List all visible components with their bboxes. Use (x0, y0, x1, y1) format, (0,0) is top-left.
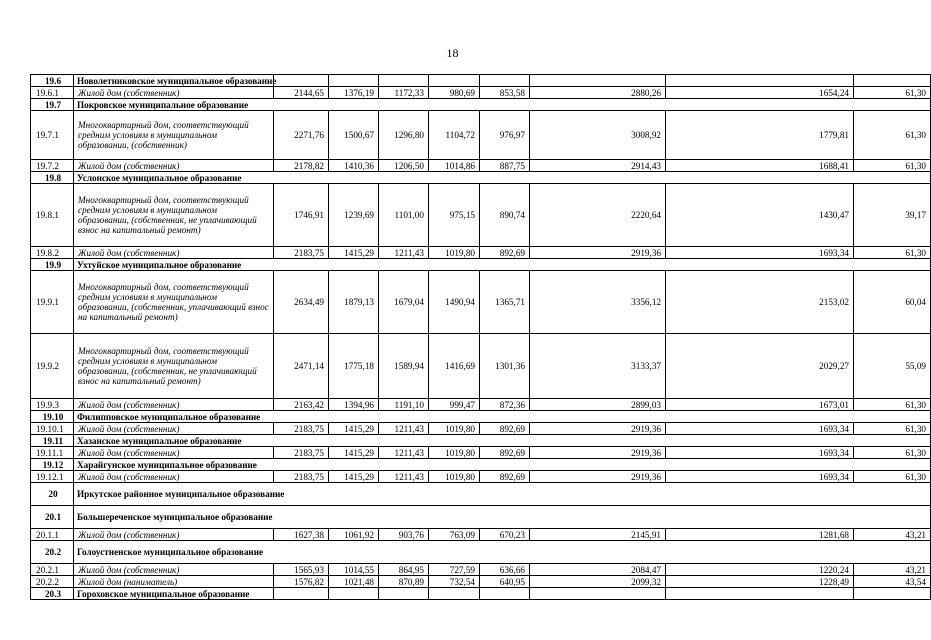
section-title: Гороховское муниципальное образование (74, 588, 274, 600)
data-row (31, 399, 931, 411)
empty-cell (530, 75, 666, 87)
empty-cell (666, 588, 854, 600)
value-cell: 887,75 (480, 160, 530, 172)
row-number: 19.10.1 (31, 423, 74, 435)
section-row (31, 459, 931, 471)
empty-cell (480, 588, 530, 600)
value-cell: 2145,91 (530, 529, 666, 541)
row-description: Жилой дом (собственник) (74, 247, 274, 259)
value-cell: 1301,36 (480, 334, 530, 399)
value-cell: 1296,80 (379, 111, 429, 160)
section-row (31, 172, 931, 184)
row-number: 19.12.1 (31, 471, 74, 483)
row-description: Многоквартирный дом, соответствующий средним условиям в муниципальном образовании, (собственник, не уплачивающий взнос на капитальный ремонт) (74, 184, 274, 247)
value-cell: 1415,29 (329, 423, 379, 435)
section-row (31, 541, 931, 564)
row-description: Жилой дом (собственник) (74, 423, 274, 435)
section-title: Харайгунское муниципальное образование (74, 459, 931, 471)
value-cell: 2183,75 (274, 471, 329, 483)
data-row (31, 447, 931, 459)
value-cell: 61,30 (854, 423, 931, 435)
value-cell: 1416,69 (429, 334, 480, 399)
value-cell: 636,66 (480, 564, 530, 576)
value-cell: 2919,36 (530, 471, 666, 483)
empty-cell (666, 75, 854, 87)
value-cell: 2220,64 (530, 184, 666, 247)
value-cell: 2919,36 (530, 447, 666, 459)
value-cell: 890,74 (480, 184, 530, 247)
value-cell: 2153,02 (666, 271, 854, 334)
value-cell: 975,15 (429, 184, 480, 247)
value-cell: 1104,72 (429, 111, 480, 160)
value-cell: 1500,67 (329, 111, 379, 160)
tariff-table-container (30, 74, 926, 600)
row-description: Многоквартирный дом, соответствующий средним условиям в муниципальном образовании, (собственник, не уплачивающий взнос на капитальный ремонт) (74, 334, 274, 399)
data-row (31, 184, 931, 247)
row-number: 19.8.1 (31, 184, 74, 247)
section-title: Хазанское муниципальное образование (74, 435, 931, 447)
value-cell: 3008,92 (530, 111, 666, 160)
section-number: 20.1 (31, 506, 74, 529)
row-number: 19.8.2 (31, 247, 74, 259)
section-number: 19.6 (31, 75, 74, 87)
value-cell: 2183,75 (274, 247, 329, 259)
value-cell: 1394,96 (329, 399, 379, 411)
section-title: Иркутское районное муниципальное образование (74, 483, 931, 506)
value-cell: 892,69 (480, 247, 530, 259)
value-cell: 55,09 (854, 334, 931, 399)
row-description: Многоквартирный дом, соответствующий средним условиям в муниципальном образовании, (собственник) (74, 111, 274, 160)
section-number: 19.10 (31, 411, 74, 423)
empty-cell (274, 588, 329, 600)
value-cell: 1019,80 (429, 447, 480, 459)
row-number: 19.11.1 (31, 447, 74, 459)
row-description: Жилой дом (собственник) (74, 160, 274, 172)
value-cell: 1415,29 (329, 247, 379, 259)
value-cell: 892,69 (480, 471, 530, 483)
value-cell: 2914,43 (530, 160, 666, 172)
data-row (31, 576, 931, 588)
value-cell: 39,17 (854, 184, 931, 247)
data-row (31, 529, 931, 541)
value-cell: 2183,75 (274, 423, 329, 435)
value-cell: 1211,43 (379, 471, 429, 483)
value-cell: 2471,14 (274, 334, 329, 399)
value-cell: 61,30 (854, 447, 931, 459)
value-cell: 727,59 (429, 564, 480, 576)
value-cell: 1775,18 (329, 334, 379, 399)
value-cell: 2919,36 (530, 247, 666, 259)
row-number: 20.1.1 (31, 529, 74, 541)
value-cell: 61,30 (854, 160, 931, 172)
value-cell: 1021,48 (329, 576, 379, 588)
value-cell: 1654,24 (666, 87, 854, 99)
section-row (31, 506, 931, 529)
empty-cell (329, 75, 379, 87)
empty-cell (429, 75, 480, 87)
value-cell: 670,23 (480, 529, 530, 541)
value-cell: 61,30 (854, 111, 931, 160)
value-cell: 2178,82 (274, 160, 329, 172)
value-cell: 1430,47 (666, 184, 854, 247)
section-row (31, 483, 931, 506)
value-cell: 1746,91 (274, 184, 329, 247)
value-cell: 980,69 (429, 87, 480, 99)
value-cell: 60,04 (854, 271, 931, 334)
row-description: Многоквартирный дом, соответствующий средним условиям в муниципальном образовании, (собственник, уплачивающий взнос на капитальный ремонт) (74, 271, 274, 334)
section-title: Услонское муниципальное образование (74, 172, 931, 184)
row-number: 19.6.1 (31, 87, 74, 99)
section-row (31, 75, 931, 87)
value-cell: 1211,43 (379, 447, 429, 459)
data-row (31, 471, 931, 483)
value-cell: 1019,80 (429, 423, 480, 435)
value-cell: 1879,13 (329, 271, 379, 334)
value-cell: 2880,26 (530, 87, 666, 99)
value-cell: 61,30 (854, 399, 931, 411)
value-cell: 1693,34 (666, 423, 854, 435)
row-number: 19.7.2 (31, 160, 74, 172)
value-cell: 2029,27 (666, 334, 854, 399)
row-description: Жилой дом (собственник) (74, 471, 274, 483)
value-cell: 2144,65 (274, 87, 329, 99)
section-row (31, 411, 931, 423)
value-cell: 1019,80 (429, 247, 480, 259)
value-cell: 1576,82 (274, 576, 329, 588)
value-cell: 853,58 (480, 87, 530, 99)
value-cell: 2899,03 (530, 399, 666, 411)
value-cell: 61,30 (854, 471, 931, 483)
empty-cell (379, 588, 429, 600)
row-number: 19.9.2 (31, 334, 74, 399)
value-cell: 1228,49 (666, 576, 854, 588)
value-cell: 864,95 (379, 564, 429, 576)
value-cell: 1191,10 (379, 399, 429, 411)
section-number: 19.12 (31, 459, 74, 471)
value-cell: 1565,93 (274, 564, 329, 576)
data-row (31, 160, 931, 172)
value-cell: 1410,36 (329, 160, 379, 172)
value-cell: 892,69 (480, 447, 530, 459)
value-cell: 1415,29 (329, 471, 379, 483)
section-title: Ухтуйское муниципальное образование (74, 259, 931, 271)
value-cell: 1061,92 (329, 529, 379, 541)
section-row (31, 259, 931, 271)
row-number: 20.2.1 (31, 564, 74, 576)
section-row (31, 99, 931, 111)
empty-cell (429, 588, 480, 600)
value-cell: 1365,71 (480, 271, 530, 334)
row-number: 19.9.3 (31, 399, 74, 411)
value-cell: 2163,42 (274, 399, 329, 411)
section-title: Покровское муниципальное образование (74, 99, 931, 111)
section-number: 19.9 (31, 259, 74, 271)
row-number: 20.2.2 (31, 576, 74, 588)
row-description: Жилой дом (собственник) (74, 529, 274, 541)
value-cell: 1490,94 (429, 271, 480, 334)
value-cell: 1101,00 (379, 184, 429, 247)
empty-cell (329, 588, 379, 600)
value-cell: 43,21 (854, 564, 931, 576)
value-cell: 1693,34 (666, 471, 854, 483)
value-cell: 976,97 (480, 111, 530, 160)
value-cell: 1014,55 (329, 564, 379, 576)
value-cell: 1688,41 (666, 160, 854, 172)
value-cell: 1019,80 (429, 471, 480, 483)
value-cell: 3133,37 (530, 334, 666, 399)
empty-cell (379, 75, 429, 87)
section-number: 20.2 (31, 541, 74, 564)
empty-cell (854, 75, 931, 87)
value-cell: 872,36 (480, 399, 530, 411)
value-cell: 1239,69 (329, 184, 379, 247)
value-cell: 1693,34 (666, 447, 854, 459)
value-cell: 43,54 (854, 576, 931, 588)
data-row (31, 564, 931, 576)
empty-cell (274, 75, 329, 87)
tariff-table (30, 74, 931, 600)
data-row (31, 111, 931, 160)
value-cell: 1693,34 (666, 247, 854, 259)
value-cell: 732,54 (429, 576, 480, 588)
row-description: Жилой дом (собственник) (74, 399, 274, 411)
value-cell: 2919,36 (530, 423, 666, 435)
value-cell: 1206,50 (379, 160, 429, 172)
page-number: 18 (446, 46, 459, 60)
section-number: 19.11 (31, 435, 74, 447)
section-number: 20 (31, 483, 74, 506)
value-cell: 1779,81 (666, 111, 854, 160)
row-description: Жилой дом (наниматель) (74, 576, 274, 588)
value-cell: 2099,32 (530, 576, 666, 588)
value-cell: 61,30 (854, 87, 931, 99)
empty-cell (530, 588, 666, 600)
section-row (31, 435, 931, 447)
data-row (31, 247, 931, 259)
value-cell: 1211,43 (379, 247, 429, 259)
value-cell: 2634,49 (274, 271, 329, 334)
value-cell: 870,89 (379, 576, 429, 588)
row-number: 19.7.1 (31, 111, 74, 160)
value-cell: 43,21 (854, 529, 931, 541)
row-number: 19.9.1 (31, 271, 74, 334)
data-row (31, 334, 931, 399)
section-number: 19.8 (31, 172, 74, 184)
value-cell: 1415,29 (329, 447, 379, 459)
value-cell: 1172,33 (379, 87, 429, 99)
value-cell: 763,09 (429, 529, 480, 541)
value-cell: 999,47 (429, 399, 480, 411)
value-cell: 892,69 (480, 423, 530, 435)
section-title: Большереченское муниципальное образование (74, 506, 931, 529)
value-cell: 1627,38 (274, 529, 329, 541)
value-cell: 61,30 (854, 247, 931, 259)
data-row (31, 271, 931, 334)
value-cell: 2084,47 (530, 564, 666, 576)
value-cell: 1211,43 (379, 423, 429, 435)
value-cell: 1281,68 (666, 529, 854, 541)
value-cell: 1679,04 (379, 271, 429, 334)
value-cell: 640,95 (480, 576, 530, 588)
row-description: Жилой дом (собственник) (74, 564, 274, 576)
value-cell: 903,76 (379, 529, 429, 541)
value-cell: 1673,01 (666, 399, 854, 411)
empty-cell (480, 75, 530, 87)
section-title: Филипповское муниципальное образование (74, 411, 931, 423)
empty-cell (854, 588, 931, 600)
section-number: 20.3 (31, 588, 74, 600)
section-title: Новолетниковское муниципальное образование (74, 75, 274, 87)
value-cell: 1220,24 (666, 564, 854, 576)
value-cell: 2271,76 (274, 111, 329, 160)
value-cell: 1014,86 (429, 160, 480, 172)
value-cell: 1589,94 (379, 334, 429, 399)
value-cell: 1376,19 (329, 87, 379, 99)
section-number: 19.7 (31, 99, 74, 111)
row-description: Жилой дом (собственник) (74, 447, 274, 459)
row-description: Жилой дом (собственник) (74, 87, 274, 99)
section-title: Голоустненское муниципальное образование (74, 541, 931, 564)
data-row (31, 423, 931, 435)
data-row (31, 87, 931, 99)
value-cell: 2183,75 (274, 447, 329, 459)
value-cell: 3356,12 (530, 271, 666, 334)
section-row (31, 588, 931, 600)
